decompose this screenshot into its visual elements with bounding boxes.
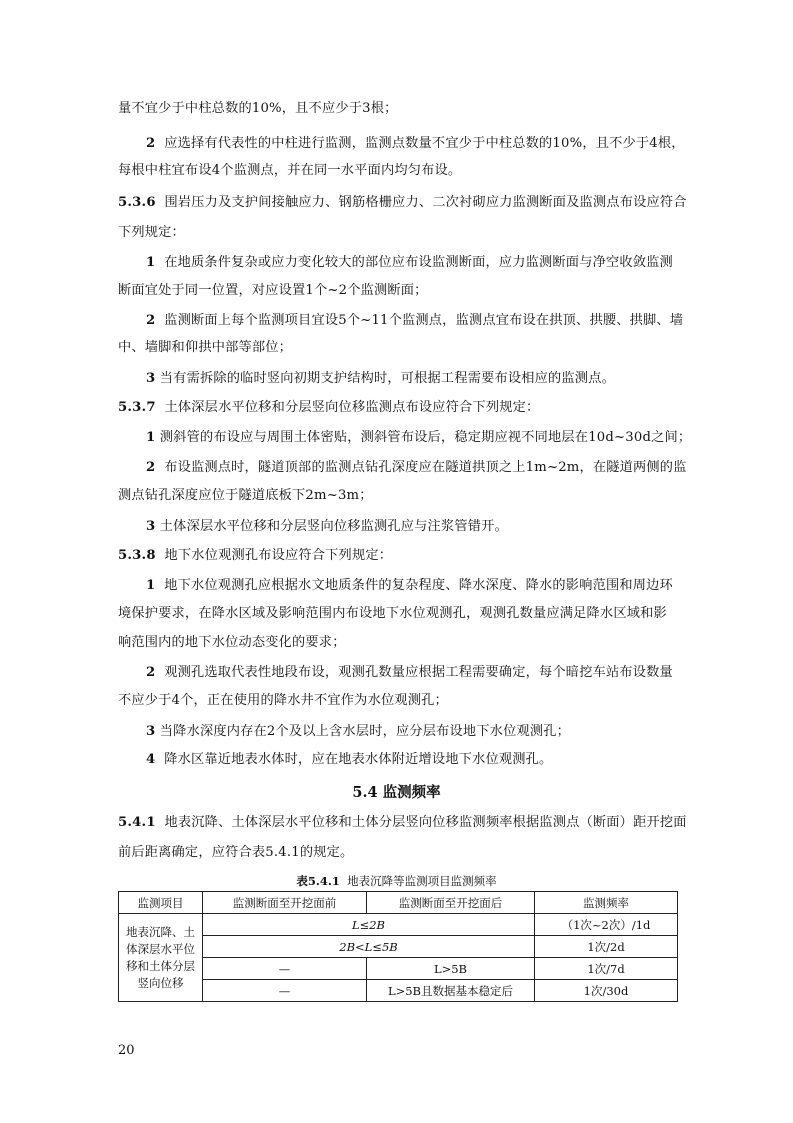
table-title: 地表沉降等监测项目监测频率 [347, 874, 497, 888]
before-cell: — [203, 980, 367, 1002]
item-number: 2 [146, 313, 156, 328]
clause-5-4-1 [118, 813, 687, 833]
item-text: 当降水深度内存在2个及以上含水层时，应分层布设地下水位观测孔； [159, 724, 571, 739]
paragraph-line: 量不宜少于中柱总数的10%，且不应少于3根； [118, 101, 398, 116]
item-number: 1 [146, 255, 156, 270]
item-text: 观测孔选取代表性地段布设，观测孔数量应根据工程需要确定，每个暗挖车站布设数量 [164, 665, 673, 680]
paragraph-line: 中、墙脚和仰拱中部等部位； [118, 340, 293, 355]
item-number: 1 [146, 578, 156, 593]
clause-number: 5.4.1 [118, 815, 156, 830]
paragraph-line: 不应少于4个，正在使用的降水井不宜作为水位观测孔； [118, 693, 448, 708]
clause-5-3-6 [118, 193, 687, 213]
list-item [146, 428, 691, 448]
list-item [146, 253, 673, 273]
item-number: 3 [146, 371, 156, 386]
monitoring-item-cell [119, 914, 203, 1002]
clause-5-3-8 [118, 546, 392, 566]
after-cell: L>5B [367, 958, 535, 980]
table-number: 表5.4.1 [296, 874, 340, 888]
after-cell: L>5B且数据基本稳定后 [367, 980, 535, 1002]
before-cell: — [203, 958, 367, 980]
item-number: 2 [146, 136, 156, 151]
item-text: 当有需拆除的临时竖向初期支护结构时，可根据工程需要布设相应的监测点。 [159, 371, 615, 386]
list-item [146, 663, 673, 683]
item-number: 4 [146, 752, 156, 767]
clause-number: 5.3.7 [118, 400, 156, 415]
section-heading: 5.4 监测频率 [352, 784, 441, 801]
header-cell: 监测断面至开挖面前 [203, 892, 367, 914]
clause-number: 5.3.8 [118, 548, 156, 563]
header-cell: 监测频率 [535, 892, 678, 914]
clause-text: 土体深层水平位移和分层竖向位移监测点布设应符合下列规定： [164, 400, 540, 415]
list-item [146, 750, 552, 770]
paragraph-line: 每根中柱宜布设4个监测点，并在同一水平面内均匀布设。 [118, 163, 462, 178]
clause-number: 5.3.6 [118, 195, 156, 210]
list-item [146, 458, 687, 478]
item-text: 监测断面上每个监测项目宜设5个~11个监测点，监测点宜布设在拱顶、拱腰、拱脚、墙 [164, 313, 684, 328]
clause-text: 地下水位观测孔布设应符合下列规定： [164, 548, 393, 563]
clause-text: 地表沉降、土体深层水平位移和土体分层竖向位移监测频率根据监测点（断面）距开挖面 [164, 815, 687, 830]
item-number: 1 [146, 430, 156, 445]
item-cell-line: 地表沉降、土 [126, 924, 195, 939]
list-item [146, 369, 615, 389]
item-cell-line: 体深层水平位 [126, 941, 195, 956]
list-item [146, 311, 683, 331]
item-text: 应选择有代表性的中柱进行监测，监测点数量不宜少于中柱总数的10%，且不少于4根， [164, 136, 685, 151]
header-cell: 监测断面至开挖面后 [367, 892, 535, 914]
table-row [119, 980, 678, 1002]
list-item [146, 517, 508, 537]
list-item [146, 134, 685, 154]
item-text: 地下水位观测孔应根据水文地质条件的复杂程度、降水深度、降水的影响范围和周边环 [164, 578, 673, 593]
paragraph-line: 断面宜处于同一位置，对应设置1个~2个监测断面； [118, 283, 428, 298]
distance-text: L≤2B [351, 917, 386, 932]
distance-text: 2B<L≤5B [339, 939, 398, 954]
paragraph-line: 下列规定： [118, 225, 185, 240]
item-text: 降水区靠近地表水体时，应在地表水体附近增设地下水位观测孔。 [164, 752, 553, 767]
distance-cell [203, 914, 535, 936]
table-row [119, 914, 678, 936]
frequency-table [118, 891, 678, 1002]
frequency-cell: 1次/2d [535, 936, 678, 958]
frequency-cell: 1次/30d [535, 980, 678, 1002]
item-text: 在地质条件复杂或应力变化较大的部位应布设监测断面，应力监测断面与净空收敛监测 [164, 255, 673, 270]
list-item [146, 576, 673, 596]
item-cell-line: 移和土体分层 [126, 958, 195, 973]
item-text: 布设监测点时，隧道顶部的监测点钻孔深度应在隧道拱顶之上1m~2m，在隧道两侧的监 [164, 460, 687, 475]
table-caption [0, 873, 793, 889]
item-number: 3 [146, 519, 156, 534]
item-text: 测斜管的布设应与周围土体密贴，测斜管布设后，稳定期应视不同地层在10d~30d之间； [159, 430, 692, 445]
header-cell: 监测项目 [119, 892, 203, 914]
frequency-cell: （1次~2次）/1d [535, 914, 678, 936]
distance-cell [203, 936, 535, 958]
item-number: 2 [146, 665, 156, 680]
clause-text: 围岩压力及支护间接触应力、钢筋格栅应力、二次衬砌应力监测断面及监测点布设应符合 [164, 195, 687, 210]
table-row [119, 936, 678, 958]
paragraph-line: 响范围内的地下水位动态变化的要求； [118, 635, 346, 650]
item-cell-line: 竖向位移 [137, 975, 184, 990]
paragraph-line: 前后距离确定，应符合表5.4.1的规定。 [118, 845, 354, 860]
page-number: 20 [118, 1043, 135, 1058]
table-row [119, 958, 678, 980]
paragraph-line: 测点钻孔深度应位于隧道底板下2m~3m； [118, 488, 373, 503]
item-number: 2 [146, 460, 156, 475]
frequency-cell: 1次/7d [535, 958, 678, 980]
item-number: 3 [146, 724, 156, 739]
clause-5-3-7 [118, 398, 539, 418]
paragraph-line: 境保护要求，在降水区域及影响范围内布设地下水位观测孔，观测孔数量应满足降水区域和影 [118, 606, 667, 621]
table-header-row [119, 892, 678, 914]
list-item [146, 722, 570, 742]
item-text: 土体深层水平位移和分层竖向位移监测孔应与注浆管错开。 [159, 519, 508, 534]
